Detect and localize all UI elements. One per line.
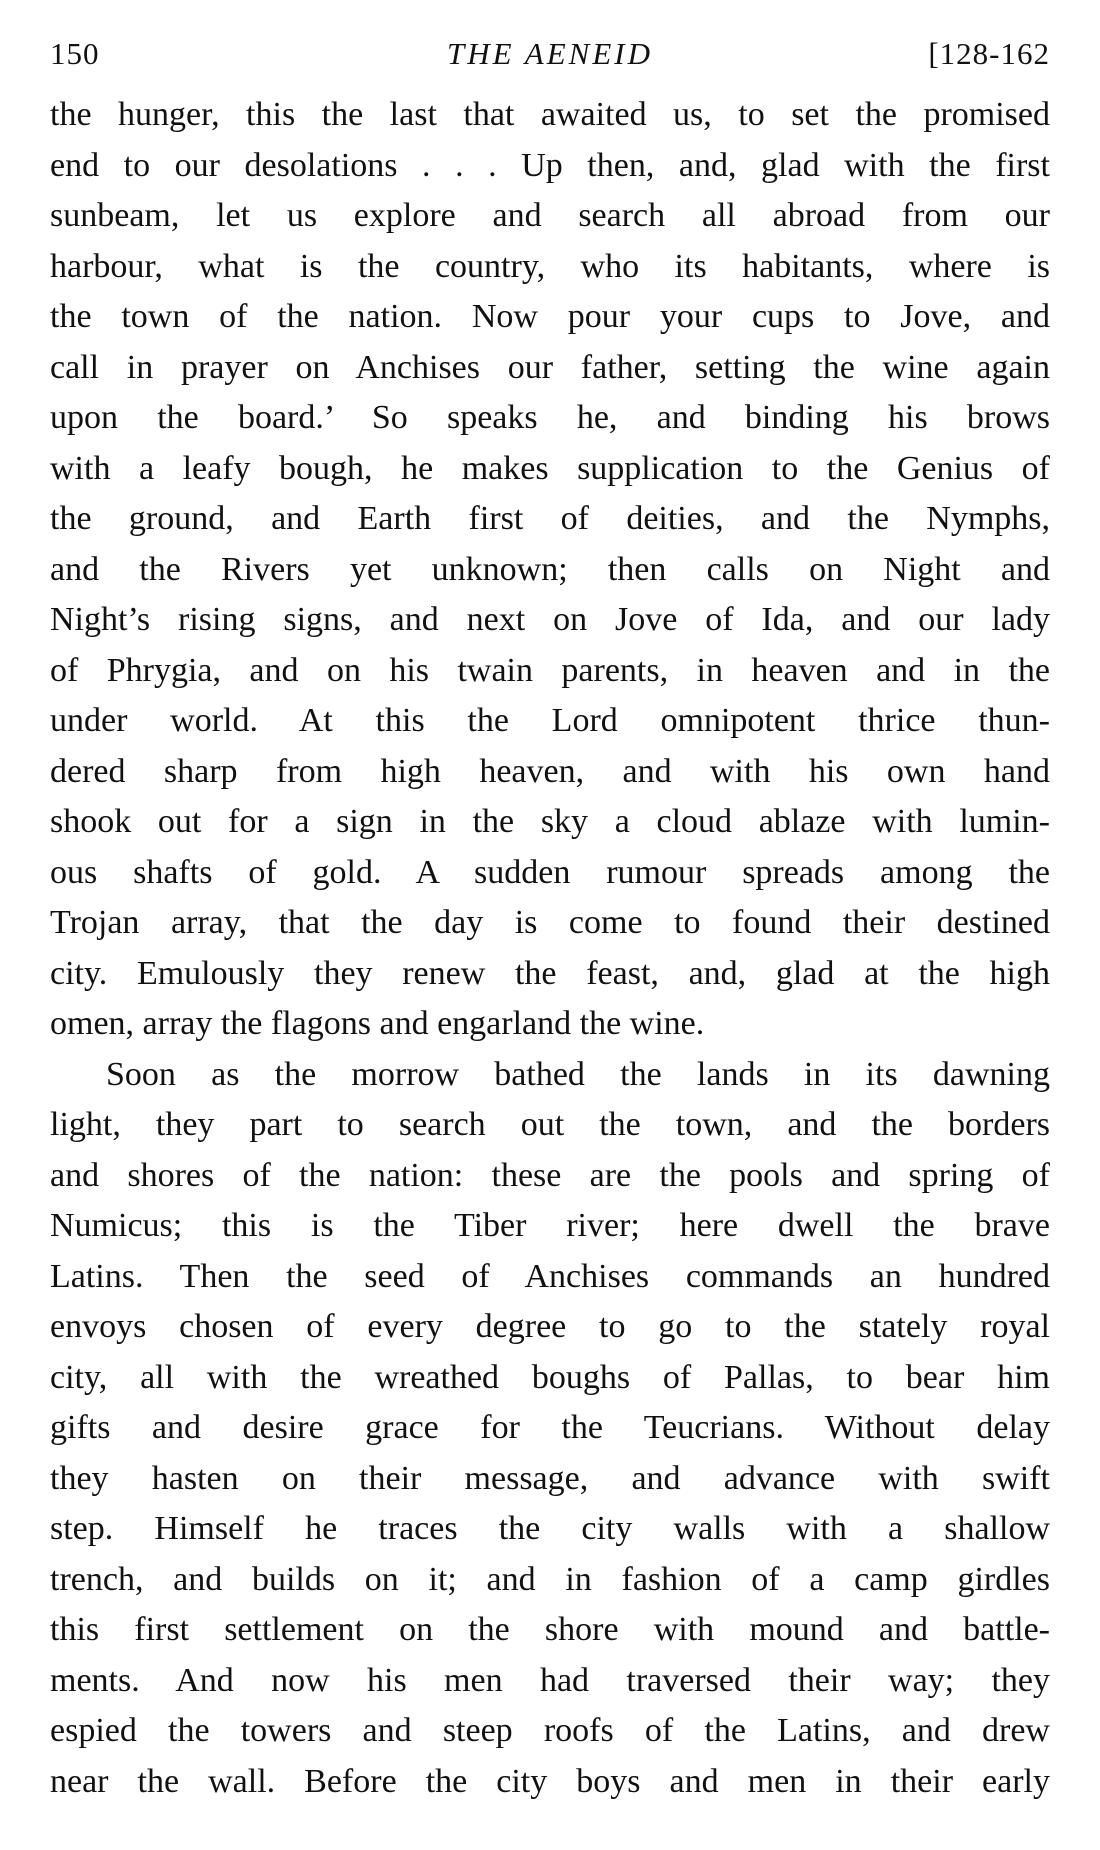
text-line: dered sharp from high heaven, and with his own hand bbox=[50, 752, 1050, 790]
text-line: envoys chosen of every degree to go to the stately royal bbox=[50, 1308, 1050, 1345]
text-line: city, all with the wreathed boughs of Pallas, to bear him bbox=[50, 1358, 1050, 1396]
text-line: ments. And now his men had traversed their way; they bbox=[50, 1661, 1050, 1699]
text-line: step. Himself he traces the city walls with a shallow bbox=[50, 1510, 1050, 1547]
page-number: 150 bbox=[50, 36, 100, 71]
text-line: this first settlement on the shore with mound and battle- bbox=[50, 1611, 1050, 1648]
text-line: call in prayer on Anchises our father, setting the wine again bbox=[50, 348, 1050, 386]
paragraph-1 bbox=[50, 90, 1050, 1050]
text-line: light, they part to search out the town, and the borders bbox=[50, 1106, 1050, 1143]
text-line: ous shafts of gold. A sudden rumour spreads among the bbox=[50, 853, 1050, 891]
text-line: they hasten on their message, and advance with swift bbox=[50, 1459, 1050, 1497]
text-line: city. Emulously they renew the feast, and, glad at the high bbox=[50, 954, 1050, 992]
text-line: harbour, what is the country, who its habitants, where is bbox=[50, 247, 1050, 285]
text-line: with a leafy bough, he makes supplication to the Genius of bbox=[50, 449, 1050, 487]
text-line: the town of the nation. Now pour your cups to Jove, and bbox=[50, 298, 1050, 335]
text-line: Soon as the morrow bathed the lands in its dawning bbox=[106, 1055, 1050, 1093]
text-line: shook out for a sign in the sky a cloud ablaze with lumin- bbox=[50, 803, 1050, 840]
text-line: and shores of the nation: these are the pools and spring of bbox=[50, 1156, 1050, 1194]
text-line: Trojan array, that the day is come to found their destined bbox=[50, 904, 1050, 941]
running-title: THE AENEID bbox=[447, 36, 653, 71]
text-line: trench, and builds on it; and in fashion of a camp girdles bbox=[50, 1560, 1050, 1598]
text-line: near the wall. Before the city boys and men in their early bbox=[50, 1762, 1050, 1800]
text-line: the ground, and Earth first of deities, and the Nymphs, bbox=[50, 500, 1050, 537]
text-line: under world. At this the Lord omnipotent thrice thun- bbox=[50, 702, 1050, 739]
text-line: of Phrygia, and on his twain parents, in heaven and in the bbox=[50, 651, 1050, 689]
text-line: Numicus; this is the Tiber river; here dwell the brave bbox=[50, 1207, 1050, 1244]
line-range: [128-162 bbox=[928, 36, 1050, 71]
text-line: espied the towers and steep roofs of the Latins, and drew bbox=[50, 1712, 1050, 1749]
text-line: upon the board.’ So speaks he, and binding his brows bbox=[50, 399, 1050, 436]
text-line: and the Rivers yet unknown; then calls on Night and bbox=[50, 550, 1050, 588]
text-line: the hunger, this the last that awaited us, to set the promised bbox=[50, 96, 1050, 133]
running-header bbox=[50, 36, 1050, 86]
text-line: sunbeam, let us explore and search all abroad from our bbox=[50, 197, 1050, 234]
book-page bbox=[50, 36, 1050, 1807]
text-line: gifts and desire grace for the Teucrians. Without delay bbox=[50, 1409, 1050, 1446]
body-text bbox=[50, 90, 1050, 1807]
text-line: end to our desolations . . . Up then, and, glad with the first bbox=[50, 146, 1050, 184]
text-line: omen, array the flagons and engarland the wine. bbox=[50, 1005, 705, 1042]
text-line: Latins. Then the seed of Anchises commands an hundred bbox=[50, 1257, 1050, 1295]
paragraph-2 bbox=[50, 1050, 1050, 1808]
text-line: Night’s rising signs, and next on Jove of Ida, and our lady bbox=[50, 601, 1050, 638]
